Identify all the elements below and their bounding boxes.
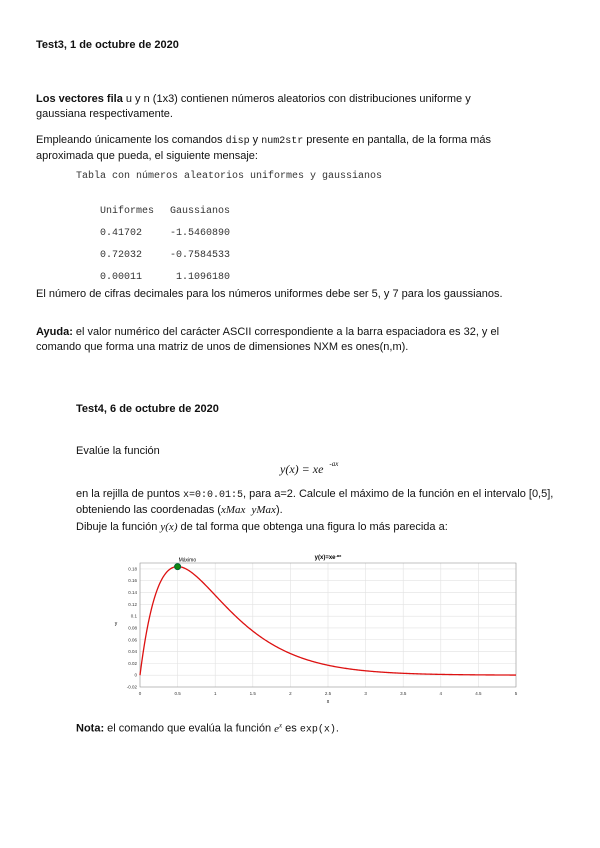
test3-p1-rest: u y n (1x3) contienen números aleatorios con distribuciones uniforme y gaussiana respectivamente. [36,93,471,120]
col-header-gaussianos: Gaussianos [170,206,231,217]
table-cell: 1.1096180 [170,272,231,283]
table-cell: -1.5460890 [170,228,231,239]
test4-p1-a: en la rejilla de puntos [76,488,184,500]
test3-p4-rest: el valor numérico del carácter ASCII correspondiente a la barra espaciadora es 32, y el comando que forma una matriz de unos de dimensiones NXM es ones(n,m). [36,326,500,353]
y-tick-label: 0.14 [128,590,137,596]
test4-p2-b: de tal forma que obtenga una figura lo más parecida a: [177,521,448,533]
x-axis-label: x [326,699,330,705]
max-point-marker [175,564,181,570]
x-tick-label: 1 [213,691,217,696]
function-chart [108,545,518,710]
nota-c: . [335,722,339,735]
x-tick-label: 2 [289,691,292,696]
formula-exponent: -ax [329,460,339,468]
test3-p2-b: y [249,134,262,146]
max-point-label: Máximo [178,557,197,564]
test3-p2-a: Empleando únicamente los comandos [36,134,226,146]
y-tick-label: 0.08 [128,625,137,631]
xmax: xMax [220,504,246,516]
code-grid: x=0:0.01:5 [183,490,244,501]
table-cell: -0.7584533 [170,250,231,261]
y-tick-label: 0.16 [128,578,137,584]
test4-p1-b: , para a=2. Calcule el máximo de la función en el intervalo [0,5], obteniendo las coordenadas ( [76,488,554,516]
test3-paragraph-1 [36,92,506,122]
y-tick-label: 0.04 [128,649,137,655]
table-cell: 0.72032 [100,250,143,261]
x-tick-label: 0.5 [174,691,181,696]
test4-paragraph-1 [76,487,566,518]
x-tick-label: 3 [364,691,367,696]
table-cell: 0.00011 [100,272,143,283]
nota-a: el comando que evalúa la función [104,722,275,735]
x-tick-label: 4.5 [475,691,482,696]
test3-p4-bold: Ayuda: [36,326,73,338]
formula-main: y(x) = xe [280,462,324,476]
y-tick-label: 0.12 [128,601,137,607]
col-header-uniformes: Uniformes [100,206,155,217]
y-axis-label: y [114,621,118,627]
test4-nota [76,718,566,738]
output-table-header: Tabla con números aleatorios uniformes y gaussianos [76,171,383,182]
code-exp: exp(x) [299,724,336,736]
test3-p2-c: presente en pantalla, de la forma más aproximada que pueda, el siguiente mensaje: [36,134,491,162]
nota-bold: Nota: [76,722,105,735]
x-tick-label: 5 [514,691,518,696]
x-tick-label: 3.5 [400,691,407,696]
code-num2str: num2str [261,136,304,147]
y-tick-label: 0.02 [128,660,137,666]
chart-title: $y(x)=xe^{-ax}$ [314,553,342,561]
output-table [76,171,476,281]
test4-p1-c: ). [275,504,283,516]
y-tick-label: 0.06 [128,637,137,643]
test4-title: Test4, 6 de octubre de 2020 [76,403,219,415]
x-tick-label: 0 [138,691,142,696]
chart-svg [108,545,518,710]
y-tick-label: 0.18 [128,566,137,572]
ymax: yMax [251,504,276,516]
test3-p1-bold: Los vectores fila [36,93,123,105]
code-disp: disp [225,136,250,147]
nota-ex: $e^x$ [274,721,283,735]
function-symbol: y(x) [160,521,178,533]
table-cell: 0.41702 [100,228,143,239]
test4-heading: Evalúe la función [76,445,160,457]
y-tick-label: 0 [134,672,137,678]
test3-paragraph-4 [36,325,506,355]
nota-b: es [282,722,300,735]
test4-paragraph-2 [76,520,566,535]
formula [280,462,338,477]
test3-paragraph-3: El número de cifras decimales para los números uniformes debe ser 5, y 7 para los gaussianos. [36,288,503,300]
y-tick-label: 0.1 [130,613,137,619]
x-tick-label: 1.5 [249,691,256,696]
x-tick-label: 4 [439,691,443,696]
test3-title: Test3, 1 de octubre de 2020 [36,39,179,51]
y-tick-label: -0.02 [126,684,137,690]
x-tick-label: 2.5 [324,691,332,696]
test3-paragraph-2 [36,133,506,164]
test4-p2-a: Dibuje la función [76,521,161,533]
